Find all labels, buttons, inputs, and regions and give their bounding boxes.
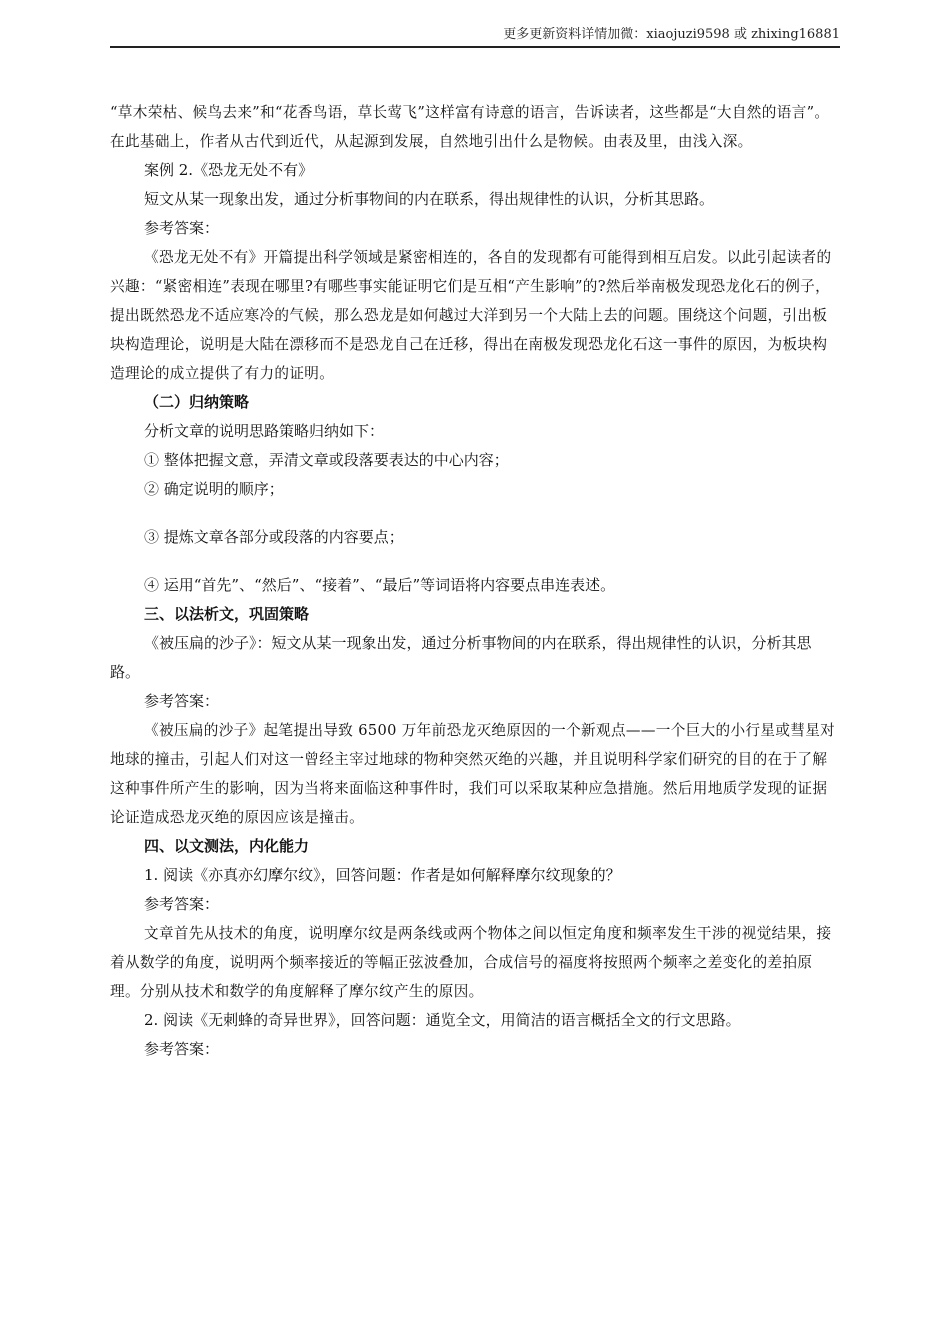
page-header: 更多更新资料详情加微：xiaojuzi9598 或 zhixing16881 (110, 24, 840, 48)
summary-intro: 分析文章的说明思路策略归纳如下： (144, 422, 385, 440)
question-1-answer: 文章首先从技术的角度，说明摩尔纹是两条线或两个物体之间以恒定角度和频率发生干涉的视觉结果，接着从数学的角度，说明两个频率接近的等幅正弦波叠加，合成信号的福度将按照两个频率之差变化的差拍原理。分别从技术和数学的角度解释了摩尔纹产生的原因。 (110, 925, 832, 1000)
question-1: 1. 阅读《亦真亦幻摩尔纹》，回答问题：作者是如何解释摩尔纹现象的？ (144, 866, 621, 884)
step-item: ② 确定说明的顺序； (144, 480, 284, 498)
section3-answer: 《被压扁的沙子》起笔提出导致 6500 万年前恐龙灭绝原因的一个新观点——一个巨大的小行星或彗星对地球的撞击，引起人们对这一曾经主宰过地球的物种突然灭绝的兴趣，并且说明科学家们研究的目的在于了解这种事件所产生的影响，因为当将来面临这种事件时，我们可以采取某种应急措施。然后用地质学发现的证据论证造成恐龙灭绝的原因应该是撞击。 (110, 722, 836, 826)
answer-label: 参考答案： (144, 1040, 220, 1058)
intro-paragraph: “草木荣枯、候鸟去来”和“花香鸟语，草长莺飞”这样富有诗意的语言，告诉读者，这些都是“大自然的语言”。在此基础上，作者从古代到近代，从起源到发展，自然地引出什么是物候。由表及里，由浅入深。 (110, 104, 830, 150)
section3-heading: 三、以法析文，巩固策略 (144, 605, 310, 623)
case2-title: 案例 2.《恐龙无处不有》 (144, 161, 314, 179)
section-summary-heading: （二）归纳策略 (144, 393, 250, 411)
step-item: ③ 提炼文章各部分或段落的内容要点； (144, 528, 404, 546)
answer-label: 参考答案： (144, 219, 220, 237)
case2-question: 短文从某一现象出发，通过分析事物间的内在联系，得出规律性的认识，分析其思路。 (144, 190, 715, 208)
step-item: ④ 运用“首先”、“然后”、“接着”、“最后”等词语将内容要点串连表述。 (144, 576, 616, 594)
section4-heading: 四、以文测法，内化能力 (144, 837, 310, 855)
section3-question: 《被压扁的沙子》：短文从某一现象出发，通过分析事物间的内在联系，得出规律性的认识，分析其思路。 (110, 634, 812, 681)
question-2: 2. 阅读《无刺蜂的奇异世界》，回答问题：通览全文，用简洁的语言概括全文的行文思路。 (144, 1011, 741, 1029)
document-body (110, 98, 840, 1064)
step-item: ① 整体把握文意，弄清文章或段落要表达的中心内容； (144, 451, 509, 469)
case2-answer: 《恐龙无处不有》开篇提出科学领域是紧密相连的，各自的发现都有可能得到相互启发。以此引起读者的兴趣：“紧密相连”表现在哪里?有哪些事实能证明它们是互相“产生影响”的?然后举南极发现恐龙化石的例子，提出既然恐龙不适应寒冷的气候，那么恐龙是如何越过大洋到另一个大陆上去的问题。围绕这个问题，引出板块构造理论，说明是大陆在漂移而不是恐龙自己在迁移，得出在南极发现恐龙化石这一事件的原因，为板块构造理论的成立提供了有力的证明。 (110, 249, 832, 382)
answer-label: 参考答案： (144, 692, 220, 710)
answer-label: 参考答案： (144, 895, 220, 913)
